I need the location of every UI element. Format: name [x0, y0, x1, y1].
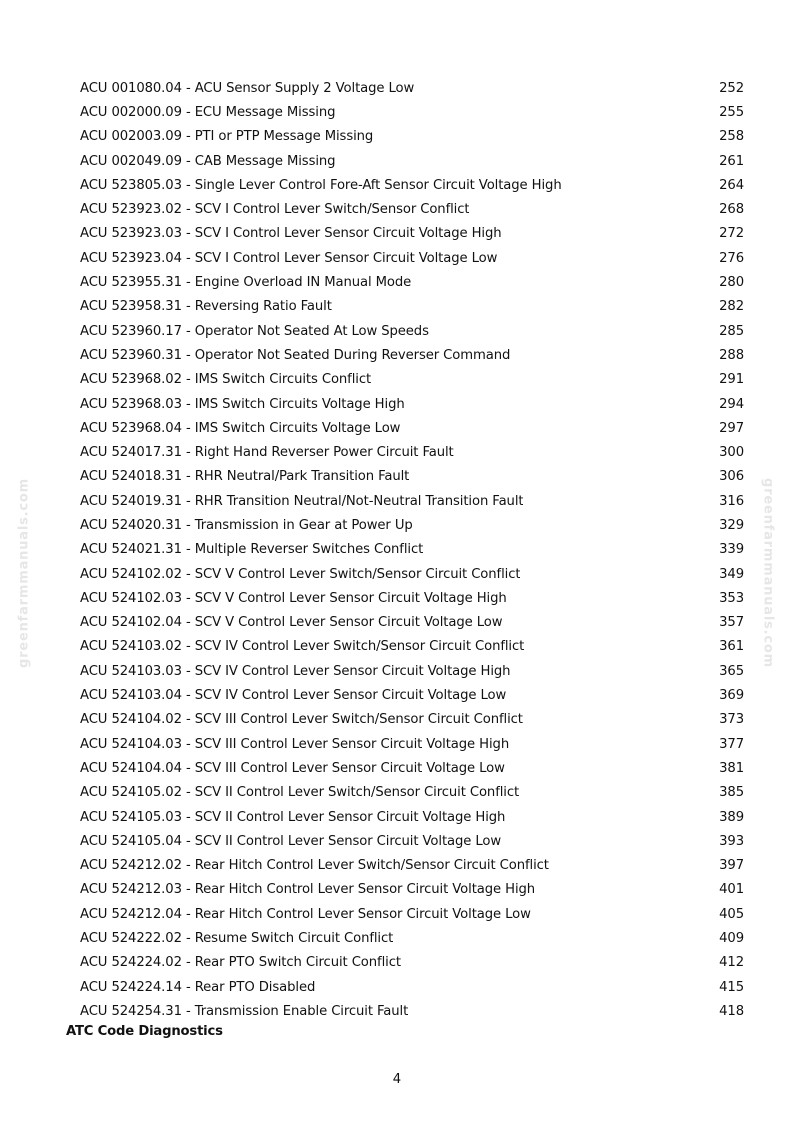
toc-entry[interactable] [80, 76, 744, 100]
toc-entry[interactable] [80, 489, 744, 513]
toc-entry[interactable] [80, 999, 744, 1023]
toc-entry-page: 381 [719, 760, 744, 776]
toc-entry-page: 306 [719, 469, 744, 485]
toc-entry[interactable] [80, 659, 744, 683]
toc-entry-page: 361 [719, 639, 744, 655]
toc-entry-title[interactable]: ACU 523923.04 - SCV I Control Lever Sensor Circuit Voltage Low [80, 250, 498, 266]
watermark-right [760, 478, 776, 668]
toc-entry-title[interactable]: ACU 524105.03 - SCV II Control Lever Sensor Circuit Voltage High [80, 809, 506, 825]
toc-entry-title[interactable]: ACU 524224.14 - Rear PTO Disabled [80, 979, 316, 995]
toc-entry[interactable] [80, 878, 744, 902]
toc-entry[interactable] [80, 100, 744, 124]
toc-entry-title[interactable]: ACU 523960.31 - Operator Not Seated During Reverser Command [80, 347, 511, 363]
toc-entry-page: 288 [719, 347, 744, 363]
toc-entry-title[interactable]: ACU 002000.09 - ECU Message Missing [80, 104, 336, 120]
toc-entry-page: 316 [719, 493, 744, 509]
toc-entry-page: 397 [719, 858, 744, 874]
toc-entry-page: 272 [719, 226, 744, 242]
toc-entry[interactable] [80, 173, 744, 197]
toc-entry[interactable] [80, 975, 744, 999]
toc-entry[interactable] [80, 951, 744, 975]
toc-entry-page: 264 [719, 177, 744, 193]
toc-entry-title[interactable]: ACU 524103.02 - SCV IV Control Lever Switch/Sensor Circuit Conflict [80, 639, 525, 655]
toc-entry-title[interactable]: ACU 524105.04 - SCV II Control Lever Sensor Circuit Voltage Low [80, 833, 502, 849]
toc-entry-title[interactable]: ACU 524222.02 - Resume Switch Circuit Conflict [80, 931, 394, 947]
toc-entry-page: 353 [719, 590, 744, 606]
toc-entry-title[interactable]: ACU 523923.02 - SCV I Control Lever Switch/Sensor Conflict [80, 202, 470, 218]
toc-entry-title[interactable]: ACU 523968.04 - IMS Switch Circuits Voltage Low [80, 420, 401, 436]
toc-entry-title[interactable]: ACU 523923.03 - SCV I Control Lever Sensor Circuit Voltage High [80, 226, 502, 242]
toc-entry-page: 415 [719, 979, 744, 995]
watermark-right-text: greenfarmmanuals.com [760, 478, 776, 668]
toc-entry-page: 418 [719, 1003, 744, 1019]
toc-entry-page: 297 [719, 420, 744, 436]
toc-entry-page: 377 [719, 736, 744, 752]
toc-entry-title[interactable]: ACU 524020.31 - Transmission in Gear at Power Up [80, 517, 413, 533]
toc-entry[interactable] [80, 926, 744, 950]
toc-entry-title[interactable]: ACU 524224.02 - Rear PTO Switch Circuit Conflict [80, 955, 401, 971]
toc-entry[interactable] [80, 611, 744, 635]
toc-entry-page: 280 [719, 275, 744, 291]
page-number: 4 [392, 1072, 402, 1087]
toc-entry[interactable] [80, 805, 744, 829]
toc-entry-title[interactable]: ACU 524105.02 - SCV II Control Lever Switch/Sensor Circuit Conflict [80, 785, 520, 801]
toc-entry[interactable] [80, 222, 744, 246]
section-heading[interactable]: ATC Code Diagnostics [66, 1024, 223, 1039]
toc-entry[interactable] [80, 149, 744, 173]
toc-entry[interactable] [80, 708, 744, 732]
toc-entry[interactable] [80, 246, 744, 270]
toc-entry-title[interactable]: ACU 001080.04 - ACU Sensor Supply 2 Voltage Low [80, 80, 415, 96]
toc-entry[interactable] [80, 902, 744, 926]
toc-entry-page: 369 [719, 688, 744, 704]
toc-entry-title[interactable]: ACU 524102.02 - SCV V Control Lever Switch/Sensor Circuit Conflict [80, 566, 521, 582]
toc-entry[interactable] [80, 586, 744, 610]
toc-entry[interactable] [80, 197, 744, 221]
toc-entry[interactable] [80, 538, 744, 562]
toc-entry[interactable] [80, 319, 744, 343]
toc-entry-page: 365 [719, 663, 744, 679]
toc-entry-title[interactable]: ACU 524102.03 - SCV V Control Lever Sensor Circuit Voltage High [80, 590, 507, 606]
toc-entry-page: 357 [719, 615, 744, 631]
toc-entry-page: 329 [719, 517, 744, 533]
toc-entry-page: 405 [719, 906, 744, 922]
toc-entry[interactable] [80, 635, 744, 659]
toc-entry[interactable] [80, 756, 744, 780]
table-of-contents [80, 76, 744, 1024]
watermark-left [16, 478, 32, 668]
toc-entry[interactable] [80, 465, 744, 489]
toc-entry-title[interactable]: ACU 523968.02 - IMS Switch Circuits Conflict [80, 372, 372, 388]
toc-entry[interactable] [80, 829, 744, 853]
toc-entry[interactable] [80, 854, 744, 878]
toc-entry[interactable] [80, 440, 744, 464]
toc-entry[interactable] [80, 416, 744, 440]
toc-entry[interactable] [80, 343, 744, 367]
toc-entry-title[interactable]: ACU 524254.31 - Transmission Enable Circuit Fault [80, 1003, 409, 1019]
toc-entry-page: 252 [719, 80, 744, 96]
toc-entry-page: 401 [719, 882, 744, 898]
toc-entry-title[interactable]: ACU 524103.04 - SCV IV Control Lever Sensor Circuit Voltage Low [80, 688, 507, 704]
toc-entry[interactable] [80, 732, 744, 756]
toc-entry-title[interactable]: ACU 524212.04 - Rear Hitch Control Lever Sensor Circuit Voltage Low [80, 906, 531, 922]
toc-entry-page: 268 [719, 202, 744, 218]
toc-entry-title[interactable]: ACU 523958.31 - Reversing Ratio Fault [80, 299, 332, 315]
toc-entry-page: 385 [719, 785, 744, 801]
toc-entry[interactable] [80, 781, 744, 805]
toc-entry-title[interactable]: ACU 523968.03 - IMS Switch Circuits Voltage High [80, 396, 405, 412]
toc-entry[interactable] [80, 368, 744, 392]
toc-entry-title[interactable]: ACU 002003.09 - PTI or PTP Message Missing [80, 129, 374, 145]
toc-entry-page: 255 [719, 104, 744, 120]
toc-entry-title[interactable]: ACU 523805.03 - Single Lever Control Fore-Aft Sensor Circuit Voltage High [80, 177, 562, 193]
toc-entry[interactable] [80, 125, 744, 149]
toc-entry-title[interactable]: ACU 523955.31 - Engine Overload IN Manual Mode [80, 275, 412, 291]
toc-entry-title[interactable]: ACU 523960.17 - Operator Not Seated At Low Speeds [80, 323, 429, 339]
toc-entry-page: 300 [719, 445, 744, 461]
toc-entry-title[interactable]: ACU 524103.03 - SCV IV Control Lever Sensor Circuit Voltage High [80, 663, 511, 679]
toc-entry-page: 349 [719, 566, 744, 582]
toc-entry-title[interactable]: ACU 002049.09 - CAB Message Missing [80, 153, 336, 169]
toc-entry[interactable] [80, 683, 744, 707]
toc-entry-page: 393 [719, 833, 744, 849]
watermark-left-text: greenfarmmanuals.com [16, 478, 32, 668]
toc-entry-page: 282 [719, 299, 744, 315]
toc-entry-page: 294 [719, 396, 744, 412]
toc-entry-title[interactable]: ACU 524104.04 - SCV III Control Lever Sensor Circuit Voltage Low [80, 760, 505, 776]
toc-entry-page: 285 [719, 323, 744, 339]
toc-entry-title[interactable]: ACU 524017.31 - Right Hand Reverser Power Circuit Fault [80, 445, 454, 461]
toc-entry-page: 339 [719, 542, 744, 558]
toc-entry[interactable] [80, 270, 744, 294]
toc-entry-title[interactable]: ACU 524212.03 - Rear Hitch Control Lever Sensor Circuit Voltage High [80, 882, 536, 898]
toc-entry-title[interactable]: ACU 524212.02 - Rear Hitch Control Lever Switch/Sensor Circuit Conflict [80, 858, 549, 874]
toc-entry-title[interactable]: ACU 524104.03 - SCV III Control Lever Sensor Circuit Voltage High [80, 736, 510, 752]
toc-entry-page: 261 [719, 153, 744, 169]
toc-entry-title[interactable]: ACU 524018.31 - RHR Neutral/Park Transition Fault [80, 469, 410, 485]
toc-entry-title[interactable]: ACU 524019.31 - RHR Transition Neutral/Not-Neutral Transition Fault [80, 493, 524, 509]
toc-entry-page: 373 [719, 712, 744, 728]
toc-entry-page: 276 [719, 250, 744, 266]
toc-entry[interactable] [80, 513, 744, 537]
toc-entry-title[interactable]: ACU 524102.04 - SCV V Control Lever Sensor Circuit Voltage Low [80, 615, 503, 631]
toc-entry[interactable] [80, 295, 744, 319]
toc-entry-title[interactable]: ACU 524021.31 - Multiple Reverser Switches Conflict [80, 542, 424, 558]
toc-entry[interactable] [80, 392, 744, 416]
toc-entry-page: 409 [719, 931, 744, 947]
toc-entry-page: 291 [719, 372, 744, 388]
toc-entry-title[interactable]: ACU 524104.02 - SCV III Control Lever Switch/Sensor Circuit Conflict [80, 712, 523, 728]
toc-entry[interactable] [80, 562, 744, 586]
toc-entry-page: 389 [719, 809, 744, 825]
toc-entry-page: 258 [719, 129, 744, 145]
toc-entry-page: 412 [719, 955, 744, 971]
